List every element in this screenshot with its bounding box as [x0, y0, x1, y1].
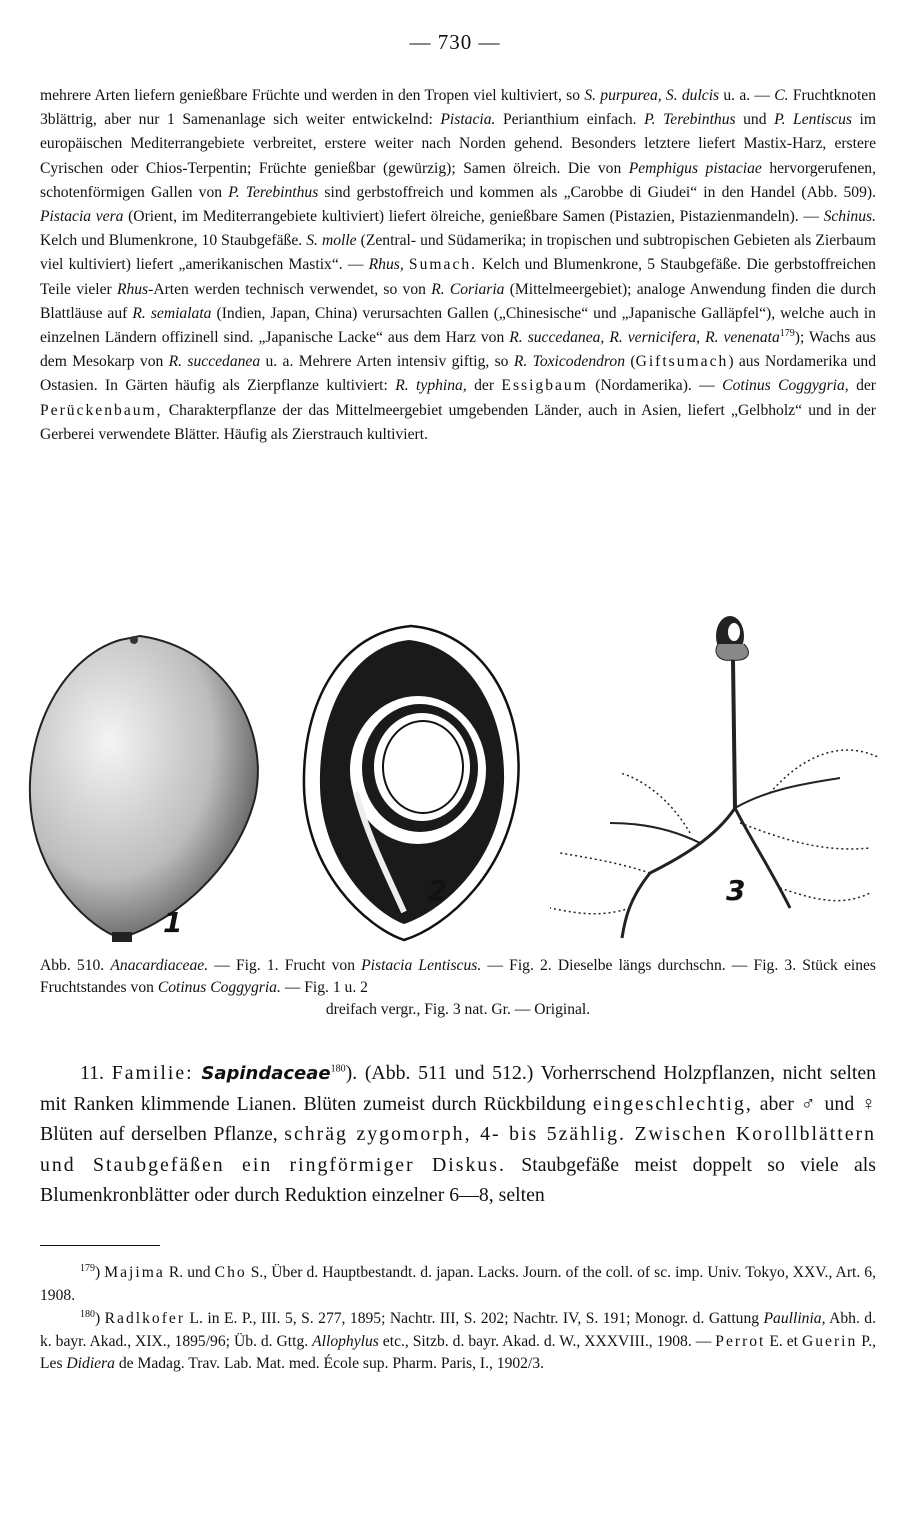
- footnotes: [40, 1262, 876, 1377]
- page-number: — 730 —: [409, 30, 501, 54]
- figure-label-1: 1: [163, 906, 183, 939]
- figure-510: [0, 606, 910, 946]
- paragraph: mehrere Arten liefern genießbare Früchte und werden in den Tropen viel kultiviert, so S. purpurea, S. dulcis u. a. — C. Fruchtknoten 3blättrig, aber nur 1 Samenanlage sich weiter entwickelnd: Pistacia. Perianthium einfach. P. Terebinthus und P. Lentiscus im europäischen Mediterrangebiete verbreitet, erstere weiter nach Norden gehend. Besonders letztere liefert Mastix-Harz, erstere Cyrischen oder Chios-Terpentin; Früchte genießbar (gewürzig); Samen ölreich. Die von Pemphigus pistaciae hervorgerufenen, schotenförmigen Gallen von P. Terebinthus sind gerbstoffreich und kommen als „Carobbe di Giudei“ in den Handel (Abb. 509). Pistacia vera (Orient, im Mediterrangebiete kultiviert) liefert ölreiche, genießbare Samen (Pistazien, Pistazienmandeln). — Schinus. Kelch und Blumenkrone, 10 Staubgefäße. S. molle (Zentral- und Südamerika; in tropischen und subtropischen Gebieten als Zierbaum viel kultiviert) liefert „amerikanischen Mastix“. — Rhus, Sumach. Kelch und Blumenkrone, 5 Staubgefäße. Die gerbstoffreichen Teile vieler Rhus-Arten werden technisch verwendet, so von R. Coriaria (Mittelmeergebiet); analoge Anwendung finden die durch Blattläuse auf R. semialata (Indien, Japan, China) verursachten Gallen („Chinesische“ und „Japanische Galläpfel“), welche auch in einzelnen Ländern offizinell sind. „Japanische Lacke“ aus dem Harz von R. succedanea, R. vernicifera, R. venenata$^{179}$); Wachs aus dem Mesokarp von R. succedanea u. a. Mehrere Arten intensiv giftig, so R. Toxicodendron (Giftsumach) aus Nordamerika und Ostasien. In Gärten häufig als Zierpflanze kultiviert: R. typhina, der Essigbaum (Nordamerika). — Cotinus Coggygria, der Perückenbaum, Charakterpflanze der das Mittelmeergebiet umgebenden Länder, auch in Asien, liefert „Gelbholz“ und in der Gerberei verwendete Blätter. Häufig als Zierstrauch kultiviert.: [40, 87, 877, 443]
- family-section: 11. Familie: Sapindaceae$^{180}$). (Abb. 511 und 512.) Vorherrschend Holzpflanzen, nicht selten mit Ranken klimmende Lianen. Blüten zumeist durch Rückbildung eingeschlechtig, aber ♂ und ♀ Blüten auf derselben Pflanze, schräg zygomorph, 4- bis 5zählig. Zwischen Korollblättern und Staubgefäßen ein ringförmiger Diskus. Staubgefäße meist doppelt so viele als Blumenkronblätter oder durch Reduktion einzelner 6—8, selten: [40, 1062, 877, 1206]
- fruit-section-illustration: [296, 622, 526, 944]
- fruiting-stand-illustration: [540, 608, 900, 948]
- fruit-illustration: [20, 628, 270, 948]
- family-name: Sapindaceae: [201, 1063, 331, 1084]
- footnote-ref[interactable]: 179: [779, 327, 795, 339]
- footnote-divider: [40, 1245, 160, 1246]
- footnote-180: $^{180}$) Radlkofer L. in E. P., III. 5, S. 277, 1895; Nachtr. III, S. 202; Nachtr. IV, S. 191; Monogr. d. Gattung Paullinia, Abh. d. k. bayr. Akad., XIX., 1895/96; Üb. d. Gttg. Allophylus etc., Sitzb. d. bayr. Akad. d. W., XXXVIII., 1908. — Perrot E. et Guerin P., Les Didiera de Madag. Trav. Lab. Mat. med. École sup. Pharm. Paris, I., 1902/3.: [40, 1308, 877, 1372]
- figure-caption: Abb. 510. Anacardiaceae. — Fig. 1. Frucht von Pistacia Lentiscus. — Fig. 2. Dieselbe längs durchschn. — Fig. 3. Stück eines Fruchtstandes von Cotinus Coggygria. — Fig. 1 u. 2 dreifach vergr., Fig. 3 nat. Gr. — Original.: [40, 957, 876, 1018]
- figure-label-3: 3: [726, 874, 746, 907]
- footnote-179: $^{179}$) Majima R. und Cho S., Über d. Hauptbestandt. d. japan. Lacks. Journ. of the coll. of sc. imp. Univ. Tokyo, XXV., Art. 6, 1908.: [40, 1262, 877, 1304]
- figure-label-2: 2: [428, 874, 448, 907]
- footnote-ref[interactable]: 180: [330, 1063, 346, 1075]
- body-text: [40, 84, 876, 447]
